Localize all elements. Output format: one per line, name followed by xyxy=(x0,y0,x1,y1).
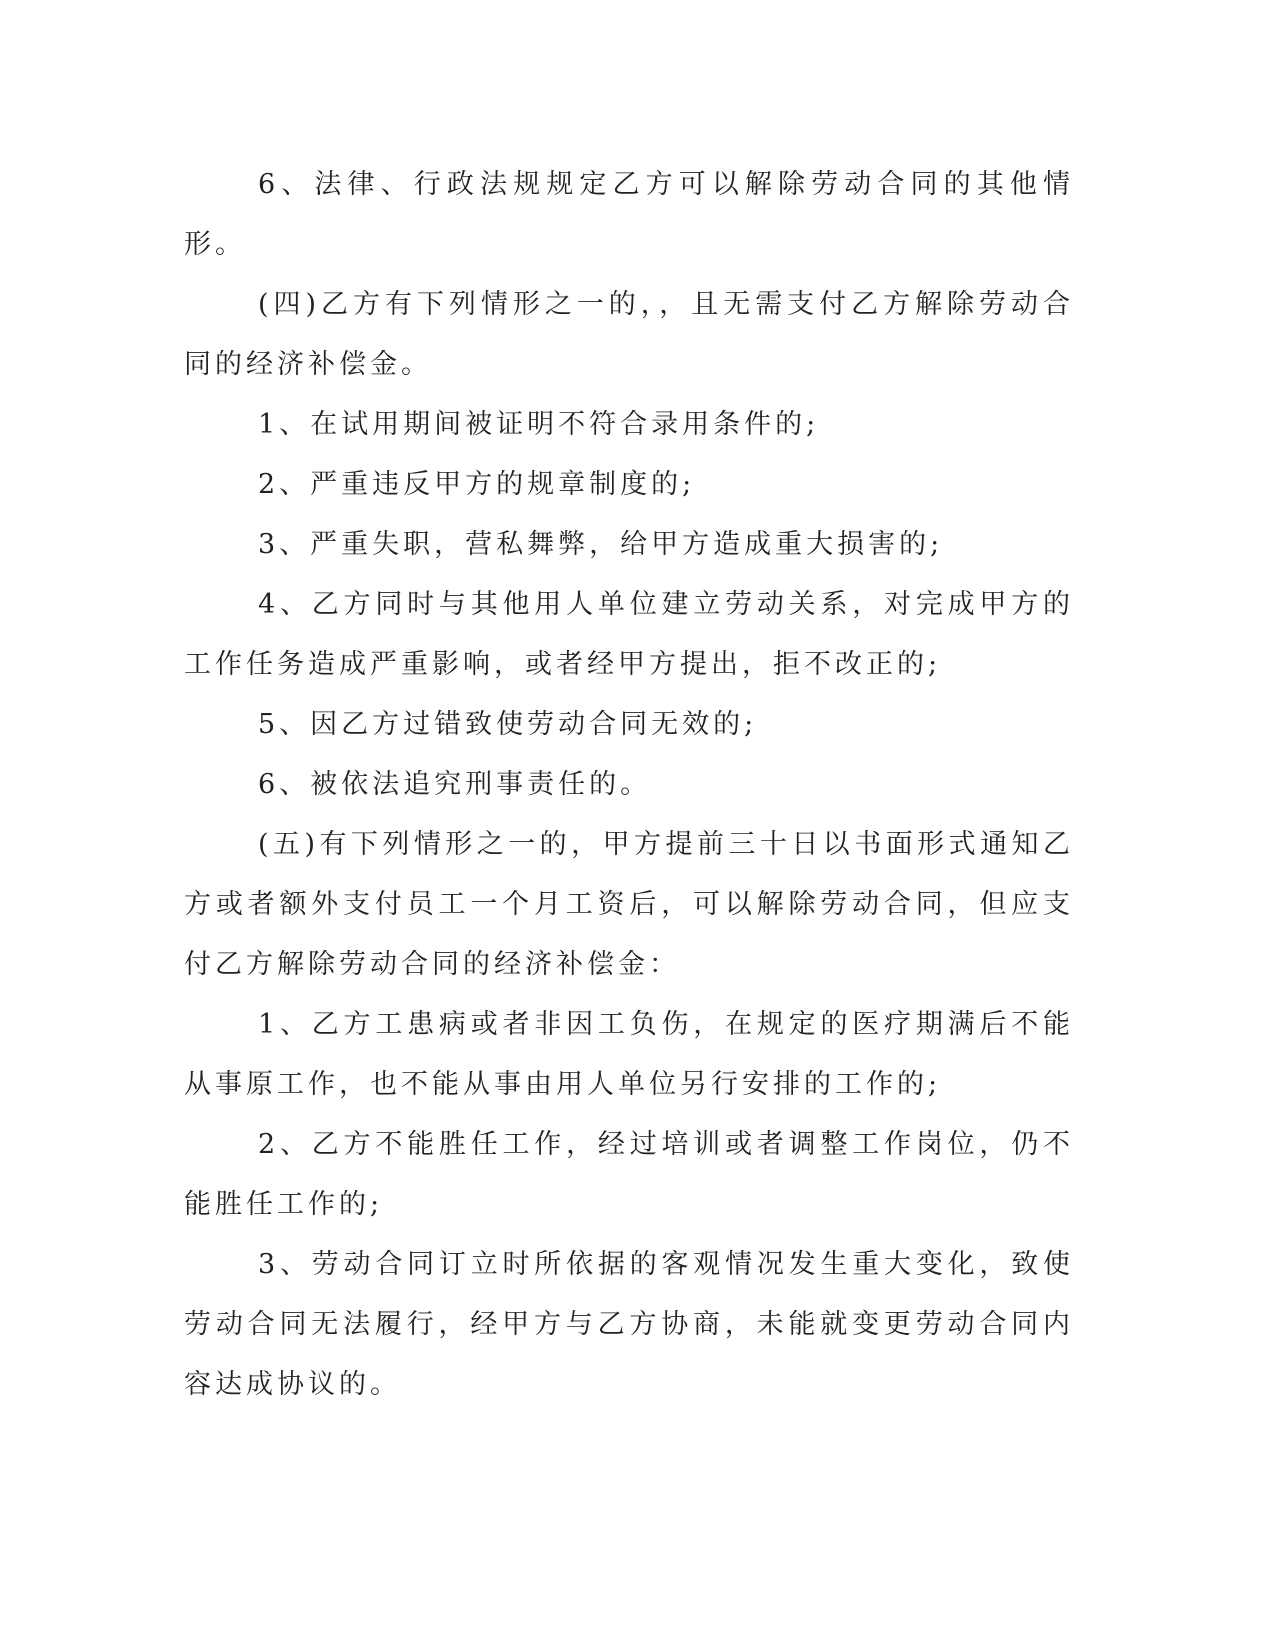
paragraph-item-4-dual-employment: 4、乙方同时与其他用人单位建立劳动关系，对完成甲方的工作任务造成严重影响，或者经甲方提出，拒不改正的; xyxy=(184,589,1074,680)
paragraph-item-3-misconduct: 3、严重失职，营私舞弊，给甲方造成重大损害的; xyxy=(258,529,944,560)
paragraph-item-6-criminal-liability: 6、被依法追究刑事责任的。 xyxy=(258,769,652,800)
paragraph-item-3-changed-circumstances: 3、劳动合同订立时所依据的客观情况发生重大变化，致使劳动合同无法履行，经甲方与乙方协商，未能就变更劳动合同内容达成协议的。 xyxy=(184,1249,1074,1400)
paragraph-item-6-other-cases: 6、法律、行政法规规定乙方可以解除劳动合同的其他情形。 xyxy=(184,169,1074,260)
document-body xyxy=(184,155,1074,1415)
paragraph-item-1-illness: 1、乙方工患病或者非因工负伤，在规定的医疗期满后不能从事原工作，也不能从事由用人单位另行安排的工作的; xyxy=(184,1009,1074,1100)
paragraph-section-4-heading: (四)乙方有下列情形之一的，，且无需支付乙方解除劳动合同的经济补偿金。 xyxy=(184,289,1074,380)
paragraph-item-1-probation: 1、在试用期间被证明不符合录用条件的; xyxy=(258,409,820,440)
paragraph-section-5-heading: (五)有下列情形之一的，甲方提前三十日以书面形式通知乙方或者额外支付员工一个月工资后，可以解除劳动合同，但应支付乙方解除劳动合同的经济补偿金： xyxy=(184,829,1074,980)
paragraph-item-2-rules-violation: 2、严重违反甲方的规章制度的; xyxy=(258,469,696,500)
paragraph-item-2-incompetence: 2、乙方不能胜任工作，经过培训或者调整工作岗位，仍不能胜任工作的; xyxy=(184,1129,1074,1220)
paragraph-item-5-invalid-contract: 5、因乙方过错致使劳动合同无效的; xyxy=(258,709,758,740)
